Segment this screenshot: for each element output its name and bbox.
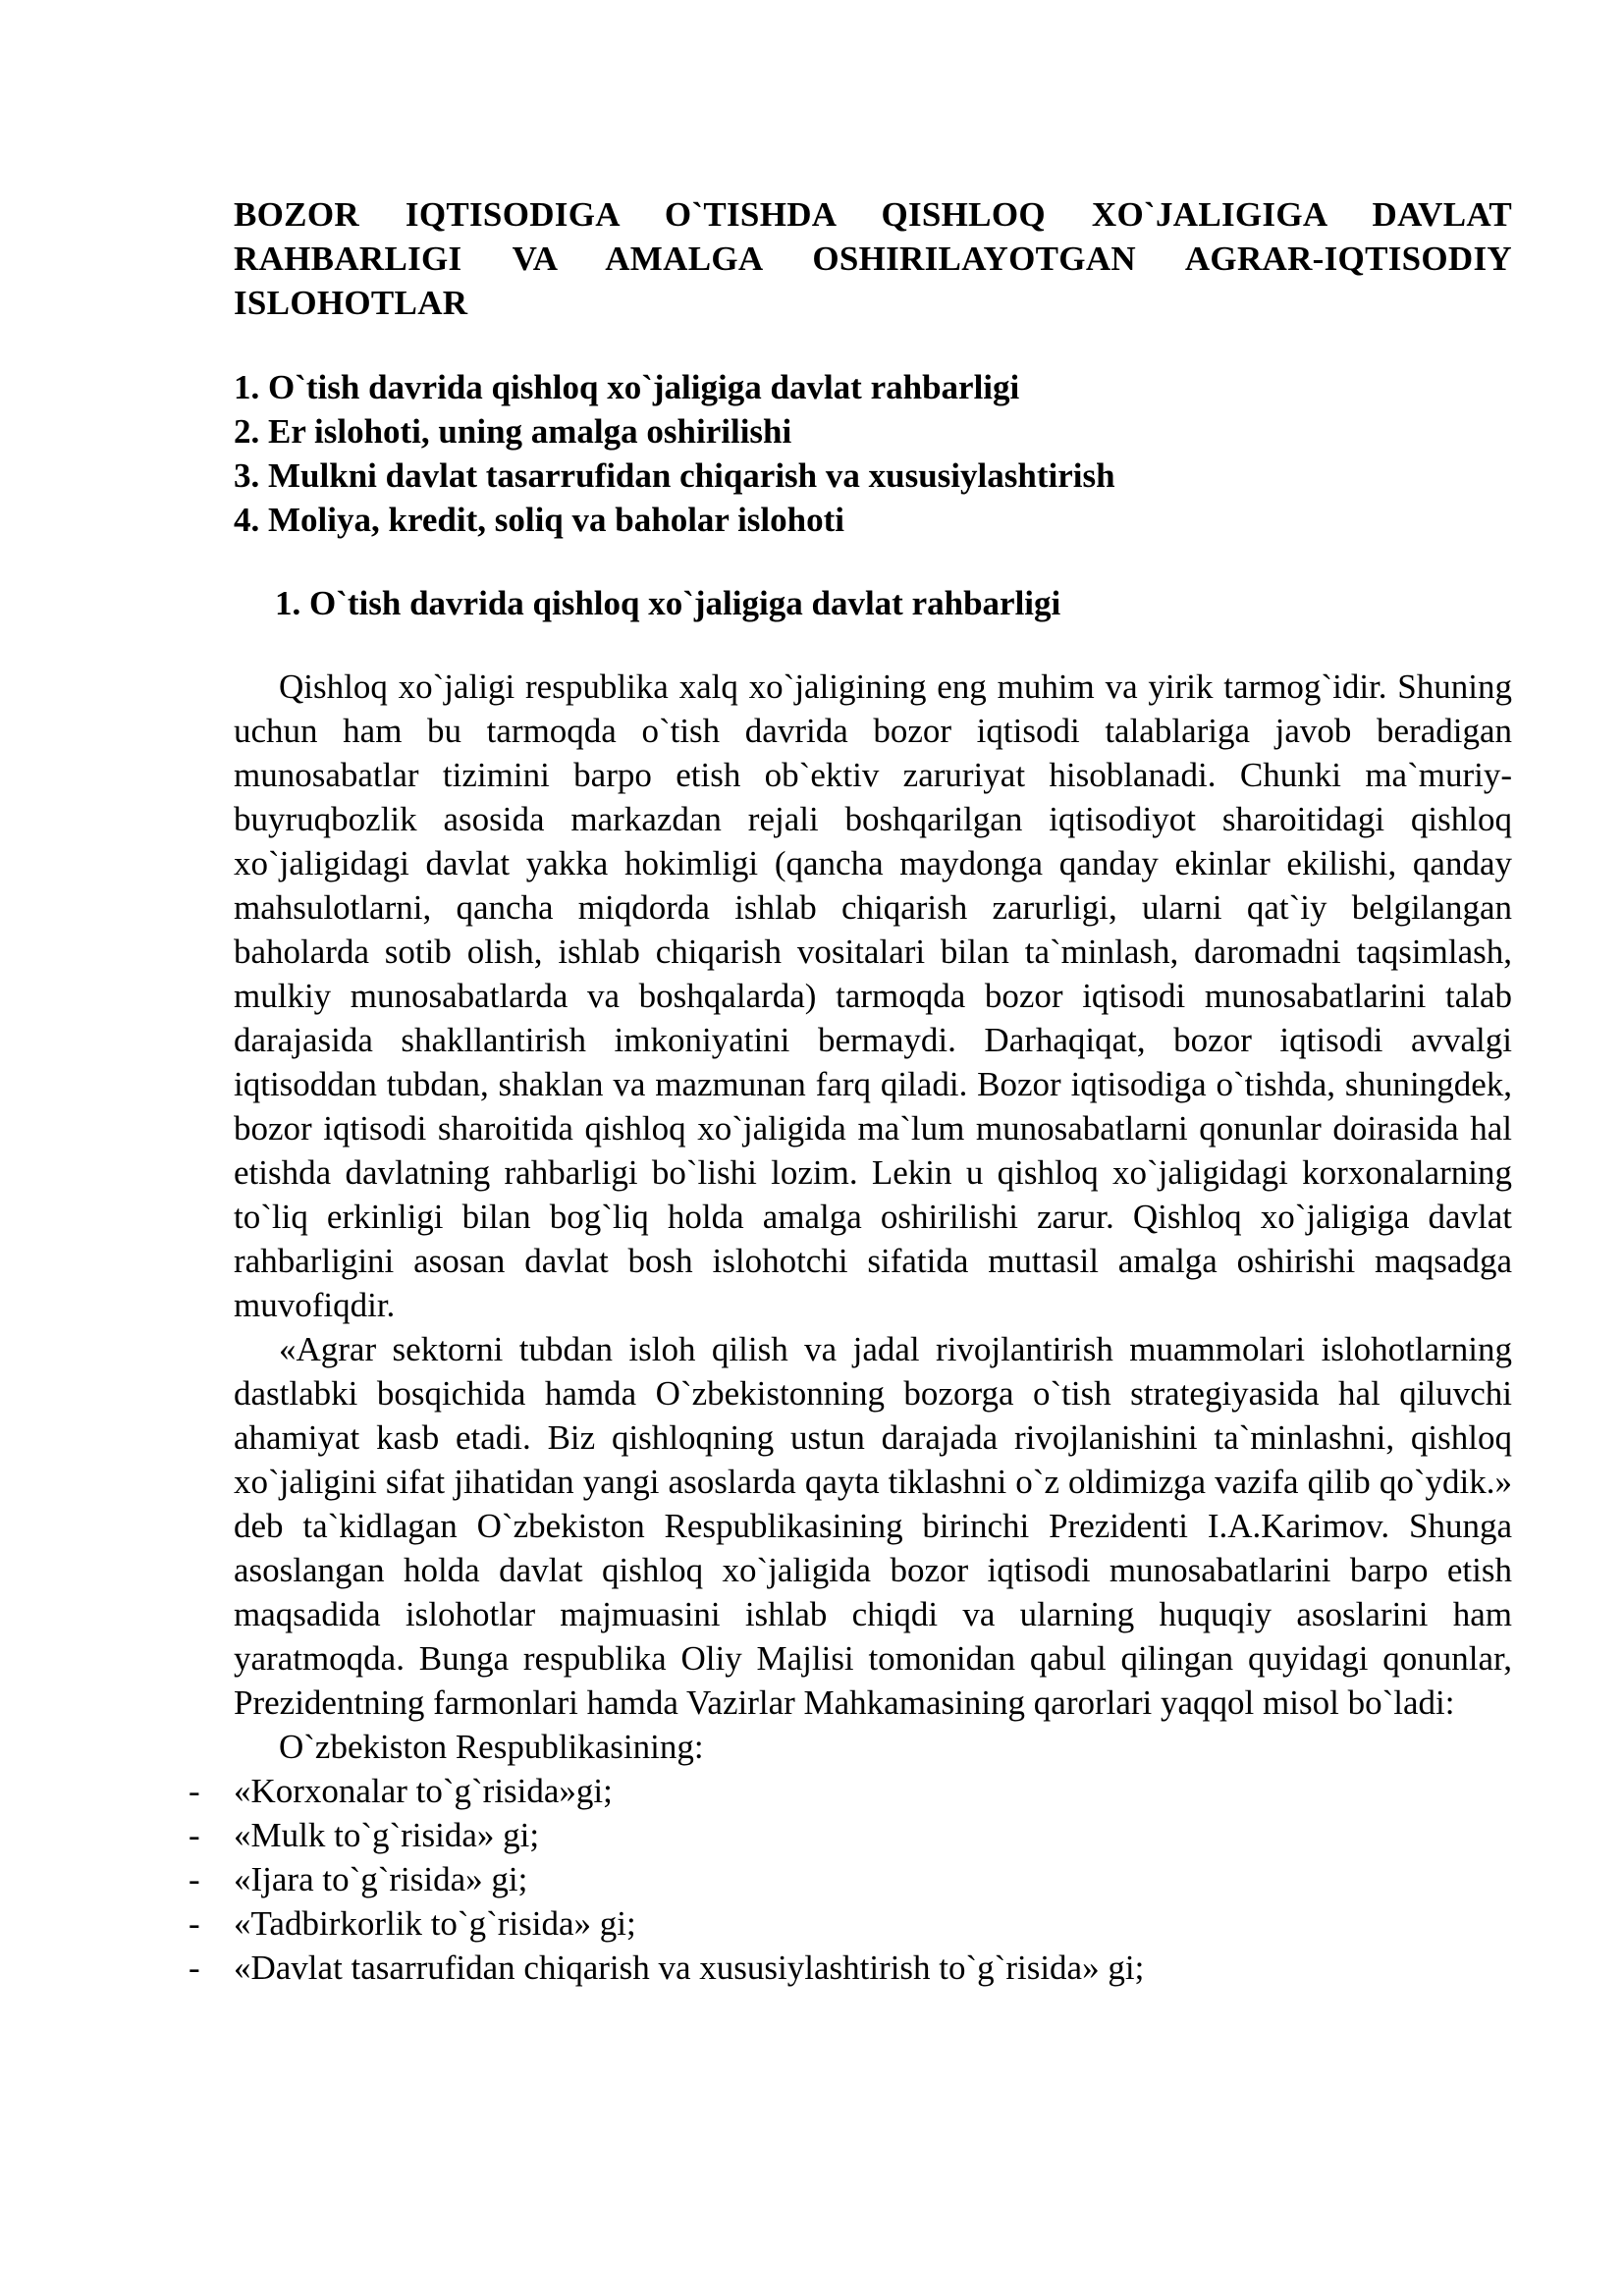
list-item: [189, 1946, 1512, 1990]
list-item-text: «Mulk to`g`risida» gi;: [234, 1816, 540, 1854]
paragraph: «Agrar sektorni tubdan isloh qilish va jadal rivojlantirish muammolari islohotlarning dastlabki bosqichida hamda O`zbekistonning bozorga o`tish strategiyasida hal qiluvchi ahamiyat kasb etadi. Biz qishloqning ustun darajada rivojlanishini ta`minlashni, qishloq xo`jaligini sifat jihatidan yangi asoslarda qayta tiklashni o`z oldimizga vazifa qilib qo`ydik.» deb ta`kidlagan O`zbekiston Respublikasining birinchi Prezidenti I.A.Karimov. Shunga asoslangan holda davlat qishloq xo`jaligida bozor iqtisodi munosabatlarini barpo etish maqsadida islohotlar majmuasini ishlab chiqdi va ularning huquqiy asoslarini ham yaratmoqda. Bunga respublika Oliy Majlisi tomonidan qabul qilingan quyidagi qonunlar, Prezidentning farmonlari hamda Vazirlar Mahkamasining qarorlari yaqqol misol bo`ladi:: [234, 1330, 1512, 1722]
list-item-text: «Korxonalar to`g`risida»gi;: [234, 1772, 613, 1810]
outline-item: 1. O`tish davrida qishloq xo`jaligiga davlat rahbarligi: [234, 368, 1020, 406]
paragraph: Qishloq xo`jaligi respublika xalq xo`jaligining eng muhim va yirik tarmog`idir. Shuning uchun ham bu tarmoqda o`tish davrida bozor iqtisodi talablariga javob beradigan munosabatlar tizimini barpo etish ob`ektiv zaruriyat hisoblanadi. Chunki ma`muriy-buyruqbozlik asosida markazdan rejali boshqarilgan iqtisodiyot sharoitidagi qishloq xo`jaligidagi davlat yakka hokimligi (qancha maydonga qanday ekinlar ekilishi, qanday mahsulotlarni, qancha miqdorda ishlab chiqarish zarurligi, ularni qat`iy belgilangan baholarda sotib olish, ishlab chiqarish vositalari bilan ta`minlash, daromadni taqsimlash, mulkiy munosabatlarda va boshqalarda) tarmoqda bozor iqtisodi munosabatlarini talab darajasida shakllantirish imkoniyatini bermaydi. Darhaqiqat, bozor iqtisodi avvalgi iqtisoddan tubdan, shaklan va mazmunan farq qiladi. Bozor iqtisodiga o`tishda, shuningdek, bozor iqtisodi sharoitida qishloq xo`jaligida ma`lum munosabatlarni qonunlar doirasida hal etishda davlatning rahbarligi bo`lishi lozim. Lekin u qishloq xo`jaligidagi korxonalarning to`liq erkinligi bilan bog`liq holda amalga oshirilishi zarur. Qishloq xo`jaligiga davlat rahbarligini asosan davlat bosh islohotchi sifatida muttasil amalga oshirishi maqsadga muvofiqdir.: [234, 667, 1512, 1324]
outline-list: [234, 365, 1512, 542]
list-item-text: «Tadbirkorlik to`g`risida» gi;: [234, 1904, 636, 1943]
list-dash: -: [189, 1904, 200, 1943]
list-lead: O`zbekiston Respublikasining:: [279, 1728, 704, 1766]
list-dash: -: [189, 1816, 200, 1854]
list-dash: -: [189, 1949, 200, 1987]
section-heading: 1. O`tish davrida qishloq xo`jaligiga davlat rahbarligi: [275, 584, 1061, 622]
outline-item: 3. Mulkni davlat tasarrufidan chiqarish va xususiylashtirish: [234, 456, 1115, 495]
document-title: BOZOR IQTISODIGA O`TISHDA QISHLOQ XO`JALIGIGA DAVLAT RAHBARLIGI VA AMALGA OSHIRILAYOTGAN AGRAR-IQTISODIY ISLOHOTLAR: [234, 195, 1512, 322]
page-content: [189, 192, 1512, 1990]
list-dash: -: [189, 1860, 200, 1898]
list-item: [189, 1813, 1512, 1857]
outline-item: 4. Moliya, kredit, soliq va baholar islohoti: [234, 501, 844, 539]
list-item-text: «Davlat tasarrufidan chiqarish va xususiylashtirish to`g`risida» gi;: [234, 1949, 1145, 1987]
list-item: [189, 1857, 1512, 1901]
body-text: [189, 665, 1512, 1990]
list-item: [189, 1769, 1512, 1813]
list-dash: -: [189, 1772, 200, 1810]
laws-list: [189, 1769, 1512, 1990]
list-item-text: «Ijara to`g`risida» gi;: [234, 1860, 528, 1898]
list-item: [189, 1901, 1512, 1946]
outline-item: 2. Er islohoti, uning amalga oshirilishi: [234, 412, 792, 451]
